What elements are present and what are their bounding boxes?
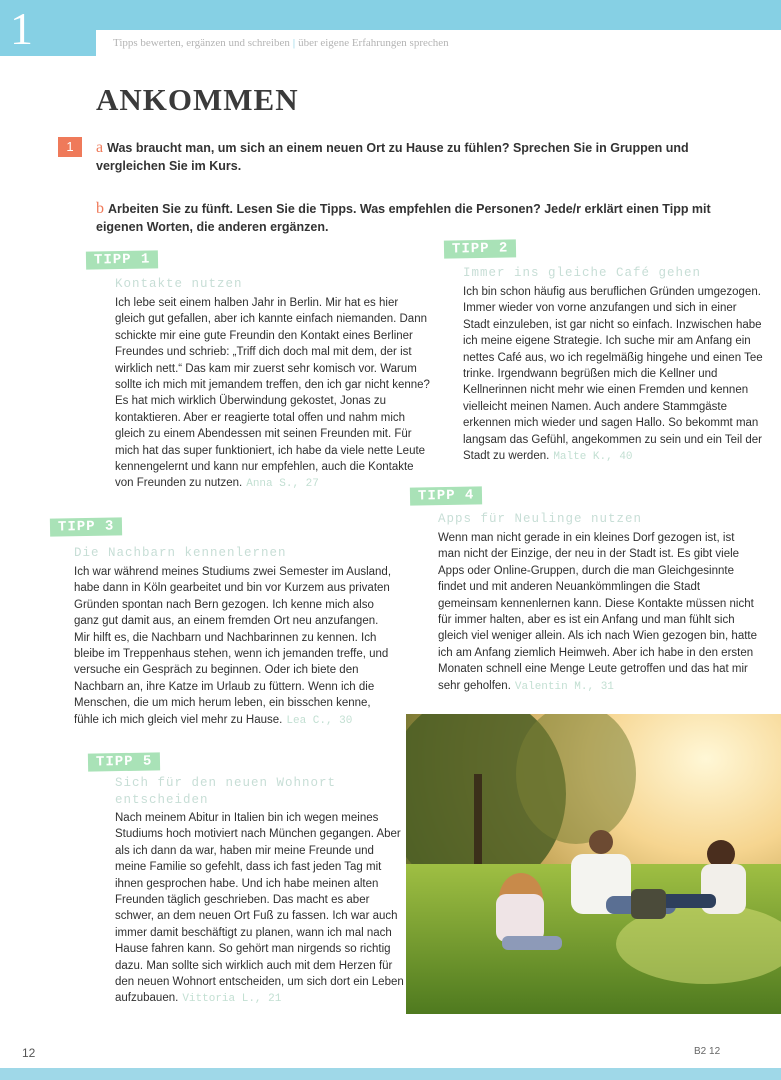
- header-topics: [113, 37, 449, 49]
- tip-1-tag: TIPP 1: [86, 250, 159, 269]
- unit-number: 1: [10, 3, 33, 54]
- header-separator: |: [292, 37, 296, 49]
- tip-1-signature: Anna S., 27: [246, 478, 319, 491]
- tip-5-text: Nach meinem Abitur in Italien bin ich wegen meines Studiums hoch motiviert nach München gegangen. Aber als ich dann da war, haben mir meine Freunde und meine Familie so gefehlt, dass ich fast jeden Tag mit ihnen gesprochen habe. Und ich habe meinen alten Freunden täglich geschrieben. Das macht es aber schwer, an dem neuen Ort Fuß zu fassen. Ich war auch immer damit beschäftigt zu planen, wann ich mal nach Hause fahren kann. So gehört man nirgends so richtig dazu. Man sollte sich wirklich auch mit dem Herzen für den neuen Wohnort entscheiden, um sich dort ein Leben aufzubauen.: [115, 812, 404, 1005]
- tip-2-text: Ich bin schon häufig aus beruflichen Gründen umgezogen. Immer wieder von vorne anzufangen und sich in einer Stadt einzuleben, ist gar nicht so einfach. Inzwischen habe ich meine eigene Strategie. Ich suche mir am Anfang ein nettes Café aus, wo ich regelmäßig hingehe und einen Tee trinke. Irgendwann begrüßen mich die Kellner und Kellnerinnen nicht mehr wie einen Fremden und kennen vielleicht meinen Namen. Auch andere Stammgäste erkennen mich wieder und sagen Hallo. So bekommt man langsam das Gefühl, angekommen zu sein und ein Teil der Stadt zu werden.: [463, 286, 763, 463]
- task-b: [96, 200, 736, 236]
- tip-1-body: [115, 295, 430, 493]
- tip-4-text: Wenn man nicht gerade in ein kleines Dorf gezogen ist, ist man nicht der Einzige, der neu in der Stadt ist. Es gibt viele Apps oder Online-Gruppen, durch die man Gleichgesinnte findet und mit anderen Neuankömmlingen die Stadt gemeinsam kennenlernen kann. Diese Kontakte müssen nicht für immer halten, aber es ist ein Anfang und man fühlt sich gleich viel weniger allein. Als ich nach Wien gezogen bin, hatte ich am Anfang ziemlich Heimweh. Aber ich habe in den ersten Monaten schnell eine Menge Leute getroffen und das hat mir sehr geholfen.: [438, 532, 757, 692]
- photo-friends-in-park: [406, 714, 781, 1014]
- tip-2-heading: Immer ins gleiche Café gehen: [463, 266, 702, 280]
- tip-4-body: [438, 530, 758, 695]
- photo-illustration: [406, 714, 781, 1014]
- footer-band: [0, 1068, 781, 1080]
- tip-4-tag: TIPP 4: [410, 486, 483, 505]
- tip-3-signature: Lea C., 30: [286, 714, 353, 727]
- tip-3-heading: Die Nachbarn kennenlernen: [74, 546, 287, 560]
- tip-1-text: Ich lebe seit einem halben Jahr in Berlin. Mir hat es hier gleich gut gefallen, aber ich kannte einfach niemanden. Dann schickte mir eine gute Freundin den Kontakt eines Berliner Freundes und schrieb: „Triff dich doch mal mit dem, der ist wirklich nett.“ Das kam mir zuerst sehr komisch vor. Warum sollte ich mich mit jemandem treffen, den ich gar nicht kenne? Es hat mich wirklich Überwindung gekostet, Jonas zu kontaktieren. Aber er reagierte total offen und nahm mich gleich zu einem Abendessen mit seinen Freunden mit. Für mich hat das super funktioniert, ich habe da viele nette Leute kennengelernt und kann nur empfehlen, auch die Kontakte von Freunden zu nutzen.: [115, 297, 430, 490]
- header-topic-left: Tipps bewerten, ergänzen und schreiben: [113, 37, 290, 49]
- tip-3-body: [74, 564, 396, 729]
- tip-2-tag: TIPP 2: [444, 239, 517, 258]
- tip-3-tag: TIPP 3: [50, 517, 123, 536]
- task-a: [96, 139, 736, 175]
- tip-5-heading: Sich für den neuen Wohnort entscheiden: [115, 776, 337, 807]
- tip-5-body: [115, 810, 405, 1008]
- task-b-text: Arbeiten Sie zu fünft. Lesen Sie die Tipps. Was empfehlen die Personen? Jede/r erklärt einen Tipp mit eigenen Worten, die anderen ergänzen.: [96, 202, 711, 234]
- tip-4-heading: Apps für Neulinge nutzen: [438, 512, 643, 526]
- task-a-letter: a: [96, 139, 104, 156]
- tip-1-heading: Kontakte nutzen: [115, 277, 243, 291]
- tip-2-signature: Malte K., 40: [553, 451, 633, 464]
- task-a-text: Was braucht man, um sich an einem neuen Ort zu Hause zu fühlen? Sprechen Sie in Gruppen und vergleichen Sie im Kurs.: [96, 141, 689, 173]
- page-title: ANKOMMEN: [96, 82, 299, 117]
- tip-5-tag: TIPP 5: [88, 752, 161, 771]
- level-page-label: B2 12: [694, 1046, 721, 1057]
- tip-3-text: Ich war während meines Studiums zwei Semester im Ausland, habe dann in Köln gearbeitet und bin vor Kurzem aus privaten Gründen spontan nach Bern gezogen. Ich kenne mich also ganz gut damit aus, an einem fremden Ort neu anzufangen. Mir hilft es, die Nachbarn und Nachbarinnen zu kennen. Ich bleibe im Treppenhaus stehen, wenn ich jemanden treffe, und versuche ein Gespräch zu beginnen. Oder ich biete den Nachbarn an, ihre Katze im Urlaub zu füttern. Wenn ich die Menschen, die um mich herum leben, ein bisschen kenne, fühle ich mich gleich viel mehr zu Hause.: [74, 566, 392, 726]
- tip-4-signature: Valentin M., 31: [514, 680, 614, 693]
- exercise-number-badge: 1: [58, 137, 82, 157]
- tip-2-body: [463, 284, 763, 465]
- tip-5-signature: Vittoria L., 21: [182, 993, 282, 1006]
- header-topic-right: über eigene Erfahrungen sprechen: [298, 37, 449, 49]
- task-b-letter: b: [96, 200, 104, 217]
- page-number: 12: [22, 1046, 36, 1060]
